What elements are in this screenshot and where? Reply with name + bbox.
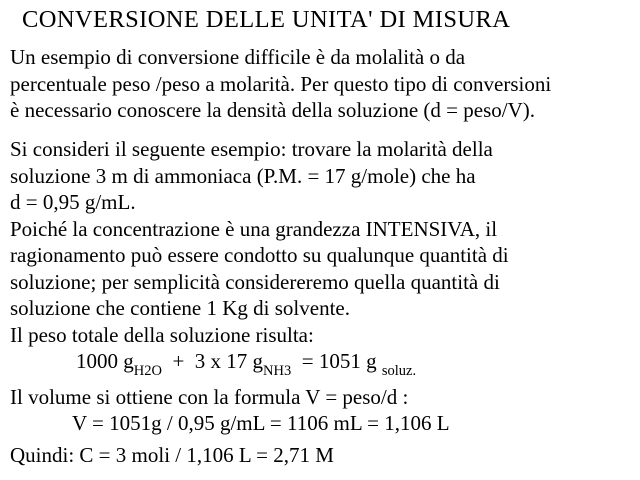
body-line: ragionamento può essere condotto su qualunque quantità di bbox=[10, 243, 509, 267]
ammonia-mass: + 3 x 17 g bbox=[161, 349, 264, 373]
intro-line: Un esempio di conversione difficile è da molalità o da bbox=[10, 45, 466, 69]
intro-line: è necessario conoscere la densità della soluzione (d = peso/V). bbox=[10, 98, 535, 122]
intro-line: percentuale peso /peso a molarità. Per questo tipo di conversioni bbox=[10, 71, 552, 96]
body-line: Il peso totale della soluzione risulta: bbox=[10, 322, 314, 347]
conclusion: Quindi: C = 3 moli / 1,106 L = 2,71 M bbox=[10, 442, 334, 467]
body-line: Poiché la concentrazione è una grandezza INTENSIVA, il bbox=[10, 216, 498, 241]
ammonia-subscript: NH3 bbox=[263, 363, 292, 379]
body-line: Si consideri il seguente esempio: trovare la molarità della bbox=[10, 137, 493, 161]
body-line: soluzione 3 m di ammoniaca (P.M. = 17 g/mole) che ha bbox=[10, 163, 476, 188]
body-line: soluzione; per semplicità considereremo quella quantità di bbox=[10, 269, 500, 294]
page-title: CONVERSIONE DELLE UNITA' DI MISURA bbox=[22, 6, 511, 33]
water-subscript: H2O bbox=[133, 363, 162, 379]
water-mass: 1000 g bbox=[76, 349, 134, 373]
volume-equation: V = 1051g / 0,95 g/mL = 1106 mL = 1,106 L bbox=[72, 411, 450, 435]
body-line: d = 0,95 g/mL. bbox=[10, 190, 136, 214]
example-paragraph bbox=[10, 136, 635, 468]
total-mass: = 1051 g bbox=[291, 349, 382, 373]
total-weight-equation bbox=[10, 348, 635, 378]
solution-subscript: soluz. bbox=[381, 363, 417, 379]
volume-intro: Il volume si ottiene con la formula V = peso/d : bbox=[10, 384, 409, 409]
intro-paragraph bbox=[10, 44, 635, 124]
body-line: soluzione che contiene 1 Kg di solvente. bbox=[10, 296, 350, 320]
